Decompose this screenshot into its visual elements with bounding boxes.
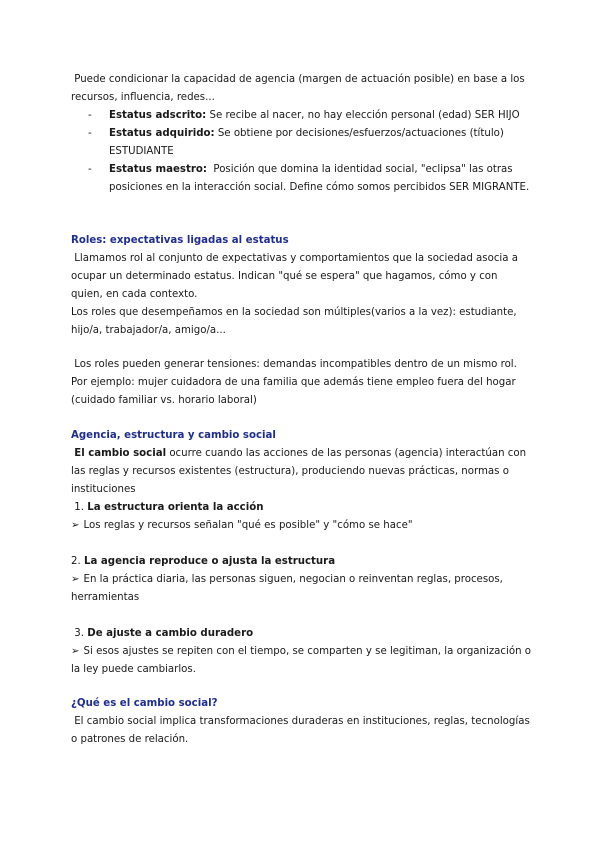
agencia-intro: El cambio social ocurre cuando las acciones de las personas (agencia) interactúan con las reglas y recursos existentes (estructura), produciendo nuevas prácticas, normas o instituciones [71,448,527,495]
step-3-desc: ➢ Si esos ajustes se repiten con el tiempo, se comparten y se legitiman, la organización o la ley puede cambiarlos. [71,646,532,675]
step-1-title: 1. La estructura orienta la acción [74,502,264,513]
cambio-social-term: El cambio social [74,448,167,459]
roles-paragraph-2: Los roles que desempeñamos en la sociedad son múltiples(varios a la vez): estudiante, hijo/a, trabajador/a, amigo/a... [71,307,517,336]
cambio-paragraph: El cambio social implica transformaciones duraderas en instituciones, reglas, tecnologías o patrones de relación. [71,716,530,745]
status-term: Estatus adscrito: [109,110,207,121]
status-term: Estatus maestro: [109,164,207,175]
roles-heading: Roles: expectativas ligadas al estatus [71,235,289,246]
step-1-desc: ➢ Los reglas y recursos señalan "qué es posible" y "cómo se hace" [71,520,413,531]
agencia-heading: Agencia, estructura y cambio social [71,430,276,441]
roles-paragraph-1: Llamamos rol al conjunto de expectativas y comportamientos que la sociedad asocia a ocupar un determinado estatus. Indican "qué se espera" que hagamos, cómo y con quien, en cada contexto. [71,253,518,300]
status-term: Estatus adquirido: [109,128,215,139]
arrow-icon: ➢ [71,520,80,531]
status-desc: Posición que domina la identidad social, "eclipsa" las otras posiciones en la interacción social. Define cómo somos percibidos SER MIGRANTE. [109,164,530,193]
roles-paragraph-3: Los roles pueden generar tensiones: demandas incompatibles dentro de un mismo rol. Por ejemplo: mujer cuidadora de una familia que además tiene empleo fuera del hogar (cuidado familiar vs. horario laboral) [71,359,517,406]
document-page: Puede condicionar la capacidad de agencia (margen de actuación posible) en base a los recursos, influencia, redes... - Estatus adscrito: Se recibe al nacer, no hay elección personal (edad) SER HIJO - Estatus adquirido: Se obtiene por decisiones/esfuerzos/actuaciones (título) ESTUDIANTE - Estatus maestro: Posición que domina la identidad social, "eclipsa" las otras posiciones en la interacción social. Define cómo somos percibidos SER MIGRANTE. Roles: expectativas ligadas al estatus Llamamos rol al conjunto de expectativas y comportamientos que la sociedad asocia a ocupar un determinado estatus. Indican "qué se espera" que hagamos, cómo y con quien, en cada contexto. Los roles que desempeñamos en la sociedad son múltiples(varios a la vez): estudiante, hijo/a, trabajador/a, amigo/a... Los roles pueden generar tensiones: demandas incompatibles dentro de un mismo rol. Por ejemplo: mujer cuidadora de una familia que además tiene empleo fuera del hogar (cuidado familiar vs. horario laboral) Agencia, estructura y cambio social El cambio social ocurre cuando las acciones de las personas (agencia) interactúan con las reglas y recursos existentes (estructura), produciendo nuevas prácticas, normas o instituciones 1. La estructura orienta la acción ➢ Los reglas y recursos señalan "qué es posible" y "cómo se hace" 2. La agencia reproduce o ajusta la estructura ➢ En la práctica diaria, las personas siguen, negocian o reinventan reglas, procesos, herramientas 3. De ajuste a cambio duradero ➢ Si esos ajustes se repiten con el tiempo, se comparten y se legitiman, la organización o la ley puede cambiarlos. ¿Qué es el cambio social? El cambio social implica transformaciones duraderas en instituciones, reglas, tecnologías o patrones de relación. [0,0,600,848]
step-2-desc: ➢ En la práctica diaria, las personas siguen, negocian o reinventan reglas, procesos, herramientas [71,574,503,603]
arrow-icon: ➢ [71,646,80,657]
step-3-title: 3. De ajuste a cambio duradero [74,628,254,639]
intro-paragraph: Puede condicionar la capacidad de agencia (margen de actuación posible) en base a los recursos, influencia, redes... [71,74,525,103]
status-desc: Se obtiene por decisiones/esfuerzos/actuaciones (título) ESTUDIANTE [109,128,504,157]
arrow-icon: ➢ [71,574,80,585]
cambio-heading: ¿Qué es el cambio social? [71,698,218,709]
status-desc: Se recibe al nacer, no hay elección personal (edad) SER HIJO [209,110,520,121]
step-2-title: 2. La agencia reproduce o ajusta la estructura [71,556,336,567]
